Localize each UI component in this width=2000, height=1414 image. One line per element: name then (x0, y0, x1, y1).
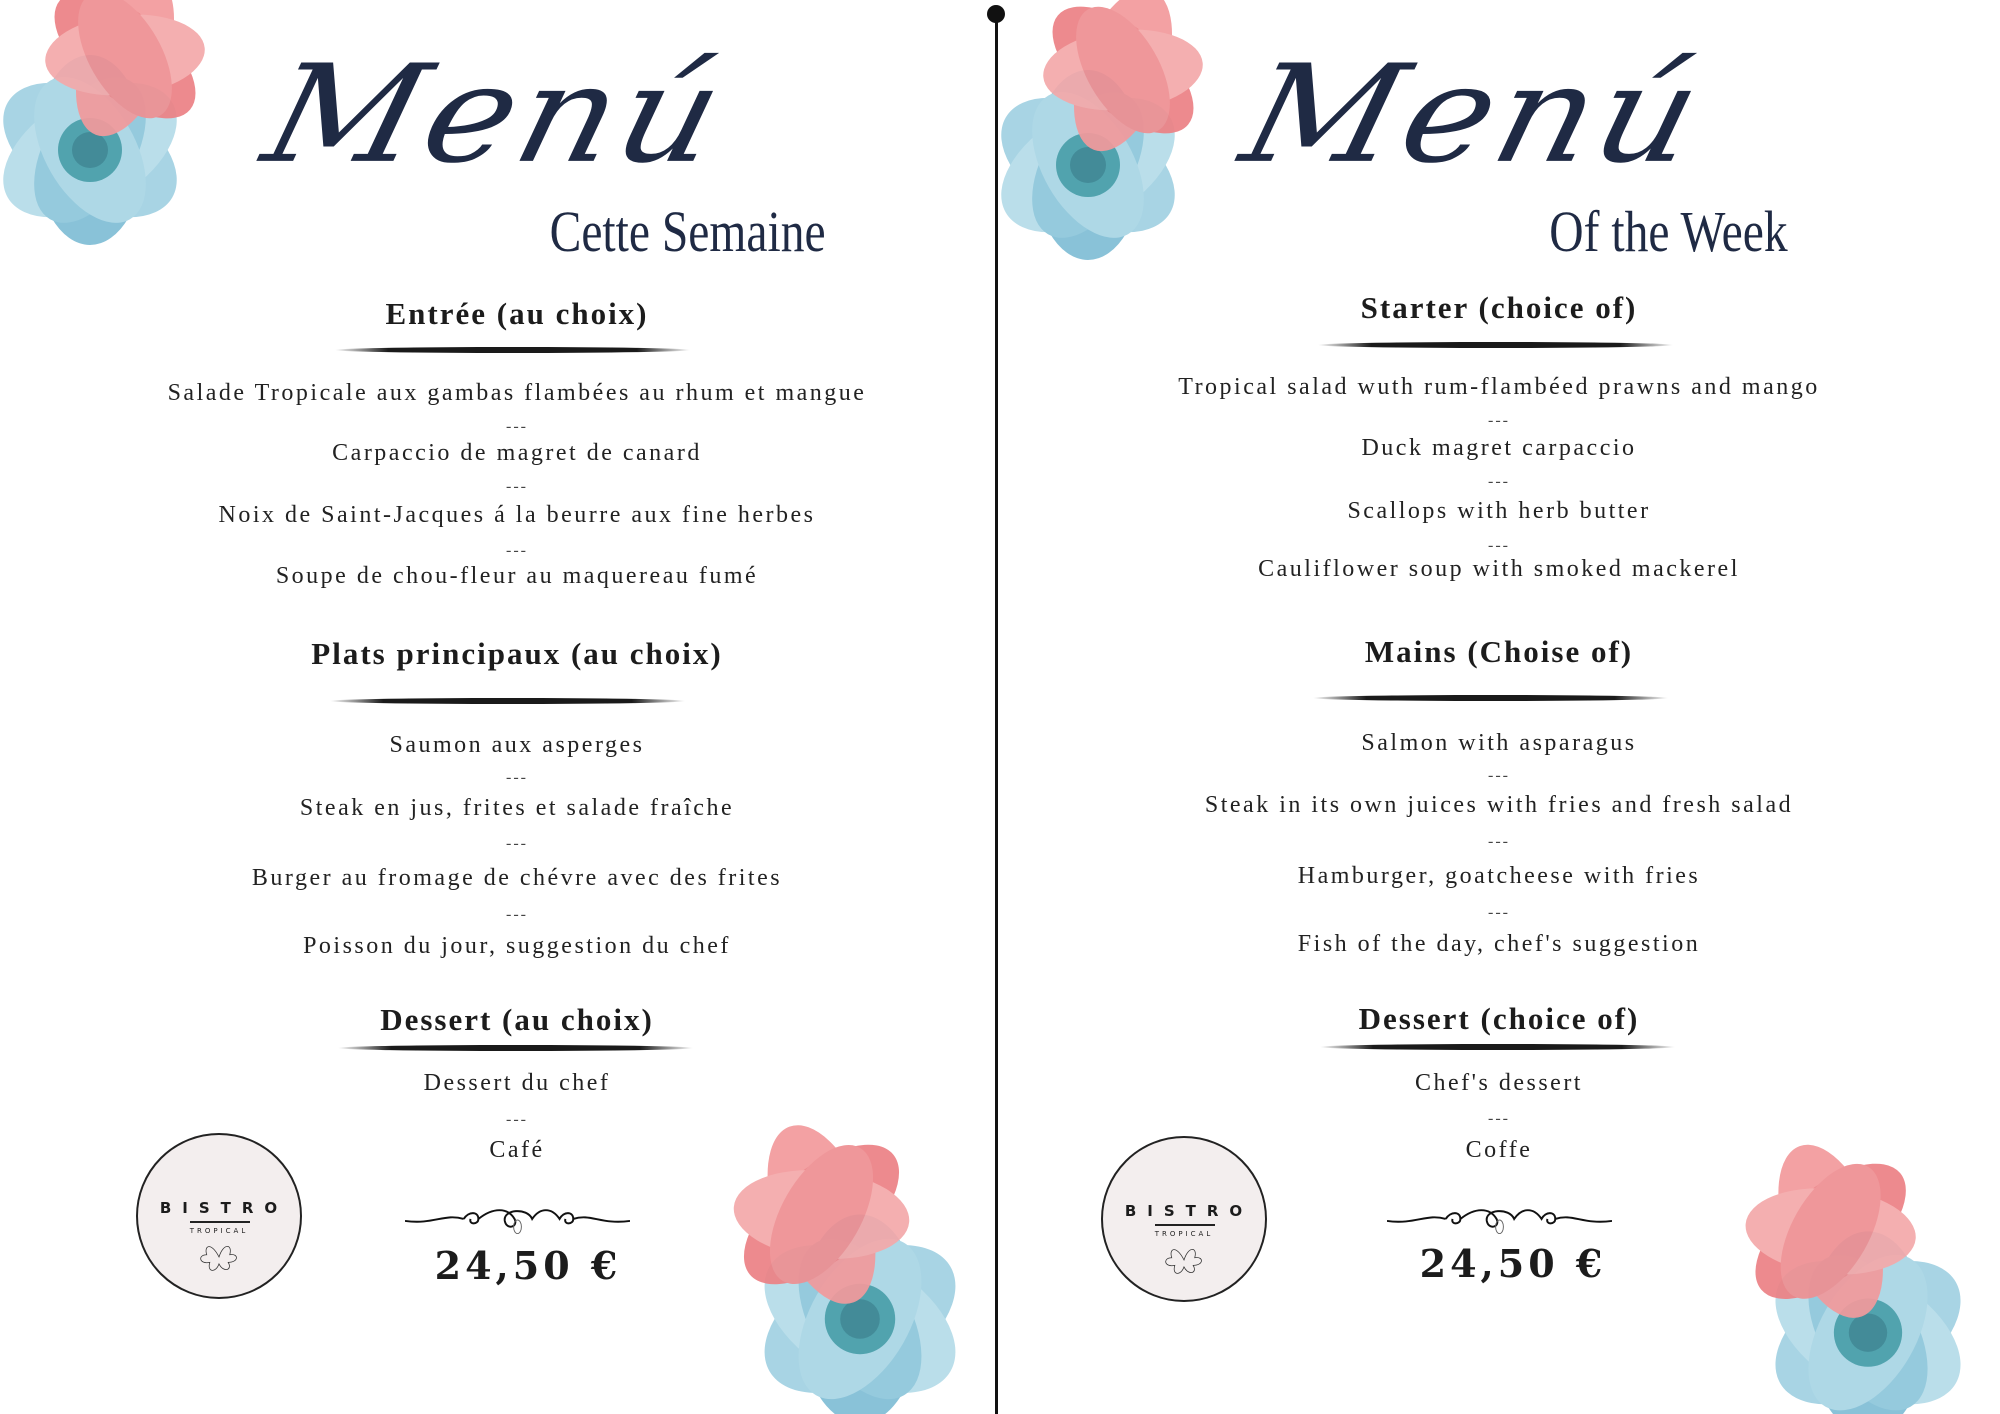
menu-item: Salade Tropicale aux gambas flambées au rhum et mangue (167, 380, 867, 406)
menu-script-title: Menú (1228, 36, 1720, 194)
logo-bar (1155, 1224, 1215, 1226)
menu-french (0, 0, 996, 1414)
separator: --- (1488, 412, 1510, 429)
logo-tagline: TROPICAL (189, 1227, 249, 1235)
logo-name: BISTRO (159, 1199, 289, 1217)
separator: --- (506, 542, 528, 559)
menu-item: Hamburger, goatcheese with fries (1297, 863, 1701, 889)
section-heading-desserts: Dessert (au choix) (380, 1002, 654, 1037)
section-rule (1313, 695, 1668, 701)
menu-english (998, 0, 2000, 1414)
logo-flower-icon (1161, 1240, 1207, 1280)
menu-item: Soupe de chou-fleur au maquereau fumé (275, 563, 759, 589)
logo-flower-icon (196, 1237, 242, 1277)
flower-icon (0, 0, 240, 270)
bistro-logo (136, 1133, 302, 1299)
menu-item: Carpaccio de magret de canard (332, 440, 702, 466)
separator: --- (506, 906, 528, 923)
logo-name: BISTRO (1124, 1202, 1254, 1220)
separator: --- (1488, 904, 1510, 921)
menu-item: Noix de Saint-Jacques á la beurre aux fine herbes (218, 502, 816, 528)
menu-item: Café (489, 1137, 545, 1163)
separator: --- (506, 418, 528, 435)
menu-item: Chef's dessert (1415, 1070, 1583, 1096)
section-heading-mains: Mains (Choise of) (1364, 634, 1634, 669)
menu-subtitle: Cette Semaine (549, 199, 826, 264)
menu-item: Scallops with herb butter (1347, 498, 1651, 524)
logo-tagline: TROPICAL (1154, 1230, 1214, 1238)
separator: --- (1488, 1110, 1510, 1127)
menu-script-title: Menú (250, 36, 742, 194)
section-rule (330, 698, 685, 704)
section-rule (338, 1045, 693, 1051)
logo-bar (190, 1221, 250, 1223)
menu-item: Steak en jus, frites et salade fraîche (299, 795, 735, 821)
section-rule (1318, 342, 1673, 348)
section-heading-starters: Entrée (au choix) (385, 296, 649, 331)
menu-item: Poisson du jour, suggestion du chef (303, 933, 731, 959)
separator: --- (506, 769, 528, 786)
price: 24,50 € (434, 1243, 622, 1288)
ornament-icon (405, 1202, 630, 1234)
section-heading-mains: Plats principaux (au choix) (311, 636, 723, 671)
menu-item: Saumon aux asperges (389, 732, 645, 758)
section-rule (335, 347, 690, 353)
section-rule (1320, 1044, 1675, 1050)
menu-item: Cauliflower soup with smoked mackerel (1258, 556, 1740, 582)
separator: --- (1488, 833, 1510, 850)
menu-item: Burger au fromage de chévre avec des frites (251, 865, 783, 891)
menu-item: Tropical salad wuth rum-flambéed prawns and mango (1178, 374, 1820, 400)
separator: --- (1488, 473, 1510, 490)
separator: --- (1488, 767, 1510, 784)
bistro-logo (1101, 1136, 1267, 1302)
menu-item: Steak in its own juices with fries and fresh salad (1204, 792, 1794, 818)
separator: --- (1488, 537, 1510, 554)
section-heading-starters: Starter (choice of) (1360, 290, 1638, 325)
section-heading-desserts: Dessert (choice of) (1358, 1001, 1640, 1036)
menu-item: Salmon with asparagus (1361, 730, 1637, 756)
separator: --- (506, 478, 528, 495)
separator: --- (506, 835, 528, 852)
separator: --- (506, 1111, 528, 1128)
flower-icon (998, 0, 1238, 290)
price: 24,50 € (1419, 1241, 1607, 1286)
menu-item: Dessert du chef (423, 1070, 611, 1096)
menu-item: Coffe (1465, 1137, 1533, 1163)
menu-item: Duck magret carpaccio (1361, 435, 1637, 461)
menu-subtitle: Of the Week (1549, 199, 1788, 264)
menu-item: Fish of the day, chef's suggestion (1297, 931, 1701, 957)
ornament-icon (1387, 1202, 1612, 1234)
